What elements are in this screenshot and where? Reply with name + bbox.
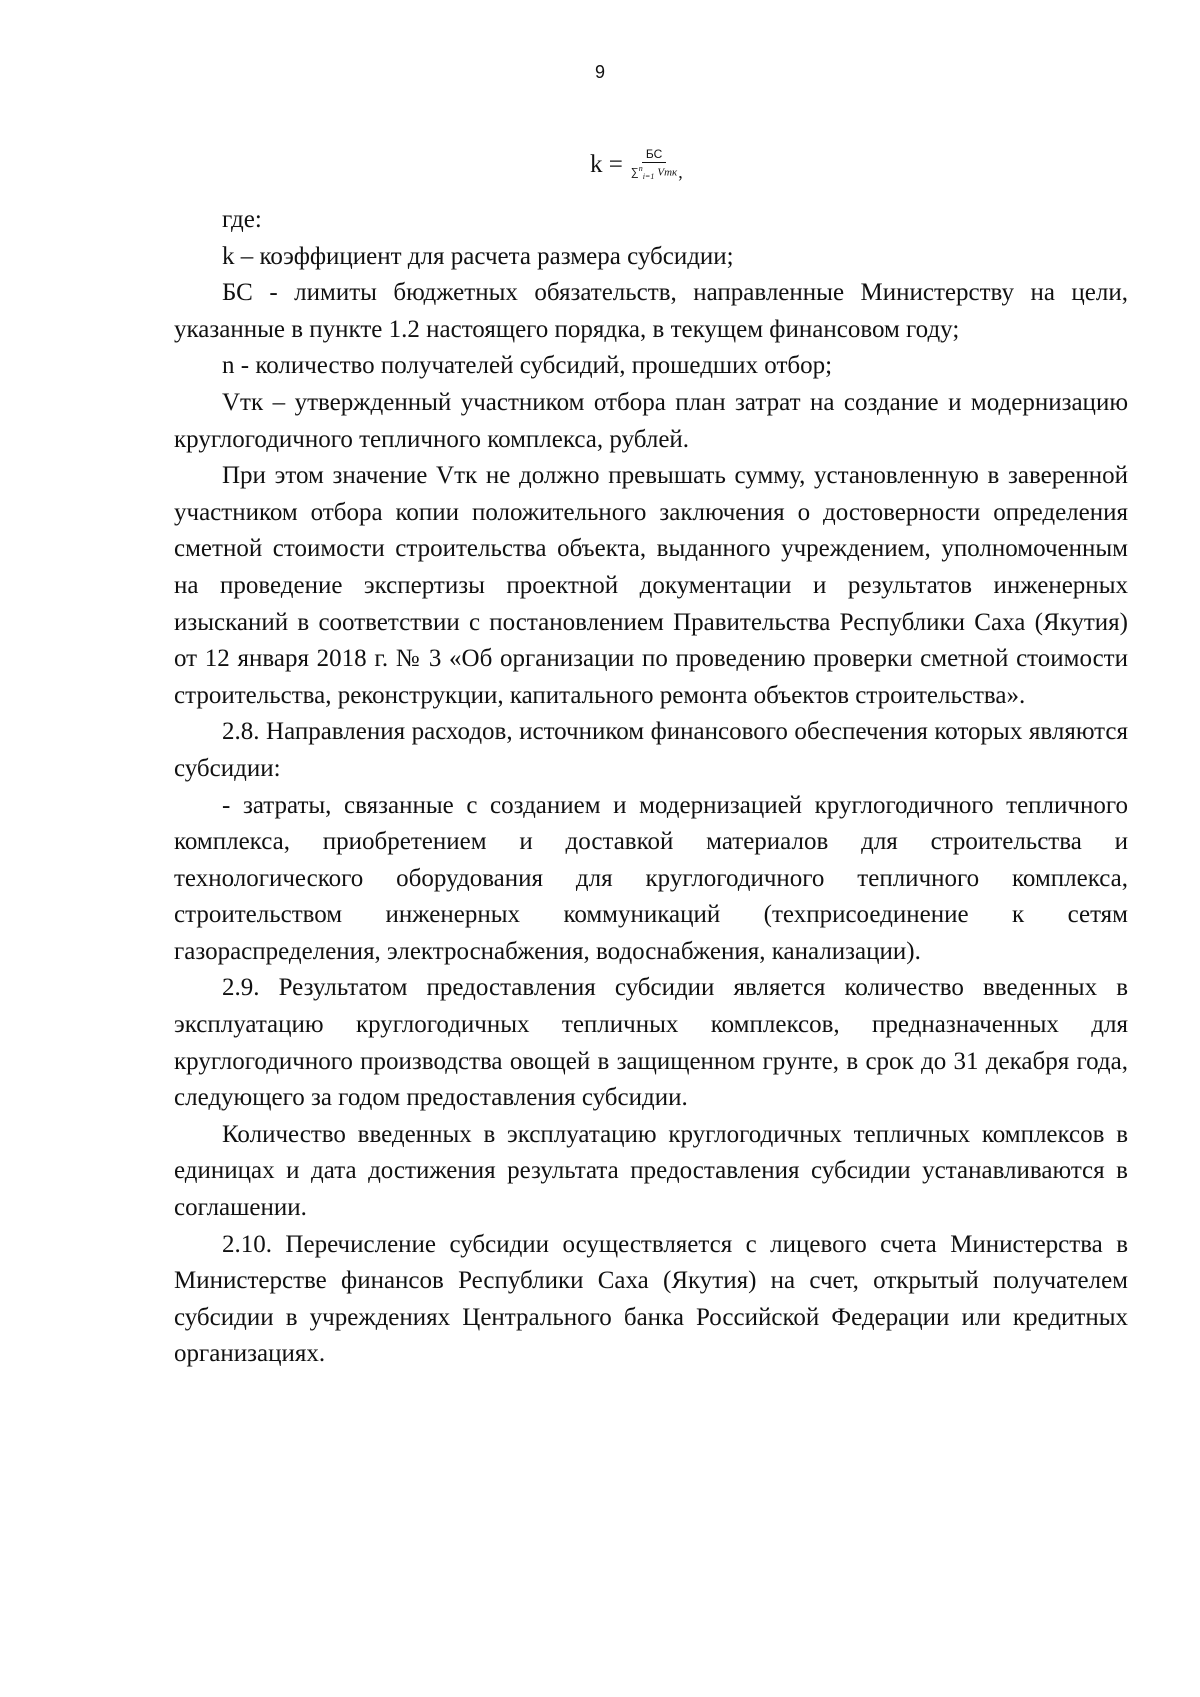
paragraph-n-definition: n - количество получателей субсидий, прошедших отбор; [222, 352, 833, 380]
formula-denominator-variable: Vтк [657, 166, 678, 179]
paragraph-2-9-agreement: Количество введенных в эксплуатацию круглогодичных тепличных комплексов в единицах и дата достижения результата предоставления субсидии устанавливаются в соглашении. [174, 1120, 1128, 1222]
paragraph-2-10: 2.10. Перечисление субсидии осуществляется с лицевого счета Министерства в Министерстве финансов Республики Саха (Якутия) на счет, открытый получателем субсидии в учреждениях Центрального банка Российской Федерации или кредитных организациях. [174, 1230, 1128, 1368]
document-body [174, 202, 1128, 1373]
paragraph-2-8-costs: - затраты, связанные с созданием и модернизацией круглогодичного тепличного комплекса, приобретением и доставкой материалов для строительства и технологического оборудования для круглогодичного тепличного комплекса, строительством инженерных коммуникаций (техприсоединение к сетям газораспределения, электроснабжения, водоснабжения, канализации). [174, 791, 1128, 965]
formula-fraction [631, 148, 677, 181]
paragraph-vtk-definition: Vтк – утвержденный участником отбора план затрат на создание и модернизацию круглогодичного тепличного комплекса, рублей. [174, 388, 1128, 453]
paragraph-vtk-limit: При этом значение Vтк не должно превышать сумму, установленную в заверенной участником отбора копии положительного заключения о достоверности определения сметной стоимости строительства объекта, выданного учреждением, уполномоченным на проведение экспертизы проектной документации и результатов инженерных изысканий в соответствии с постановлением Правительства Республики Саха (Якутия) от 12 января 2018 г. № 3 «Об организации по проведению проверки сметной стоимости строительства, реконструкции, капитального ремонта объектов строительства». [174, 462, 1128, 709]
sum-symbol: ∑ [630, 166, 639, 179]
paragraph-2-8: 2.8. Направления расходов, источником финансового обеспечения которых являются субсидии: [174, 718, 1128, 782]
page-number: 9 [594, 62, 605, 82]
paragraph-bs-definition: БС - лимиты бюджетных обязательств, направленные Министерству на цели, указанные в пункте 1.2 настоящего порядка, в текущем финансовом году; [174, 279, 1128, 343]
formula-denominator [631, 163, 677, 181]
formula-lhs: k = [590, 150, 623, 178]
paragraph-k-definition: k – коэффициент для расчета размера субсидии; [222, 242, 734, 270]
sum-lower-limit: i=1 [642, 171, 655, 181]
paragraph-2-9: 2.9. Результатом предоставления субсидии является количество введенных в эксплуатацию круглогодичных тепличных комплексов, предназначенных для круглогодичного производства овощей в защищенном грунте, в срок до 31 декабря года, следующего за годом предоставления субсидии. [174, 974, 1128, 1112]
paragraph-where: где: [222, 206, 262, 233]
formula-trailing: , [678, 161, 683, 182]
sum-upper-limit: n [638, 164, 643, 173]
subsidy-coefficient-formula [590, 148, 683, 181]
formula-numerator: БС [642, 148, 666, 163]
